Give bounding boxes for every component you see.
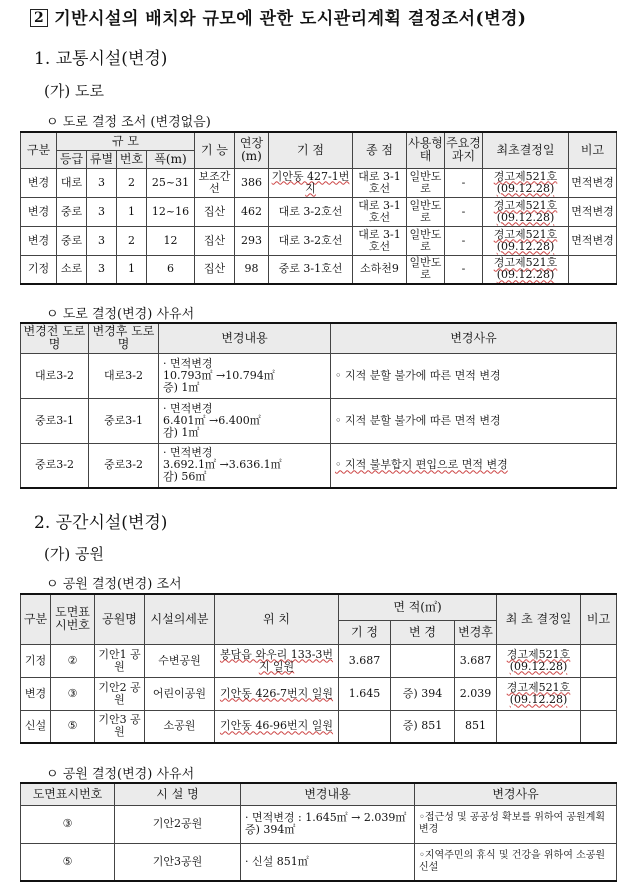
cell-reason: ◦ 지적 분할 불가에 따른 면적 변경 [331,353,617,398]
cell-first: 경고제521호 (09.12.28) [497,644,581,677]
cell-gubun: 기정 [21,644,51,677]
th-num: 번호 [117,150,147,168]
park-reason-title: ㅇ 공원 결정(변경) 사유서 [46,767,195,782]
title-text: 기반시설의 배치와 규모에 관한 도시관리계획 결정조서(변경) [54,9,527,29]
cell-a3: 2.039 [455,677,497,710]
cell-main: - [445,168,483,197]
cell-func: 보조간선 [195,168,235,197]
cell-name: 기안2 공원 [95,677,145,710]
cell-length: 386 [235,168,269,197]
cell-main: - [445,226,483,255]
cell-width: 6 [147,255,195,284]
cell-start: 기안동 427-1번지 [269,168,353,197]
road-table-title: ㅇ 도로 결정 조서 (변경없음) [46,115,211,130]
cell-type: 3 [87,197,117,226]
cell-form: 일반도로 [407,168,445,197]
cell-a1 [339,710,391,743]
cell-length: 293 [235,226,269,255]
cell-end: 대로 3-1호선 [353,197,407,226]
cell-type: 3 [87,226,117,255]
cell-form: 일반도로 [407,226,445,255]
cell-length: 462 [235,197,269,226]
cell-gubun: 변경 [21,197,57,226]
cell-reason: ◦ 지적 분할 불가에 따른 면적 변경 [331,398,617,443]
content-line: 3.692.1㎡ →3.636.1㎡ [163,458,282,472]
park-table [20,593,617,744]
cell-loc: 기안동 46-96번지 일원 [215,710,339,743]
road-table [20,131,617,285]
document-title [30,4,526,29]
table-row [21,353,617,398]
table-row [21,197,617,226]
table-row [21,843,617,881]
cell-content [159,353,331,398]
cell-first [497,710,581,743]
th-first: 최초결정일 [483,132,569,168]
cell-reason: ◦접근성 및 공공성 확보를 위하여 공원계획 변경 [415,805,617,843]
cell-code: ③ [51,677,95,710]
th-length: 연장(m) [235,132,269,168]
table-row [21,677,617,710]
cell-code: ② [51,644,95,677]
th-a2: 변 경 [391,620,455,644]
th-grade: 등급 [57,150,87,168]
road-reason-title: ㅇ 도로 결정(변경) 사유서 [46,307,195,322]
cell-name: 기안3 공원 [95,710,145,743]
cell-content [159,443,331,488]
th-content: 변경내용 [159,323,331,353]
park-table-title: ㅇ 공원 결정(변경) 조서 [46,577,182,592]
section2-heading: 2. 공간시설(변경) [34,513,168,533]
cell-first: 경고제521호 (09.12.28) [483,255,569,284]
th-gubun: 구분 [21,132,57,168]
cell-before: 대로3-2 [21,353,89,398]
title-box-number: 2 [30,9,48,27]
cell-a1: 1.645 [339,677,391,710]
cell-start: 중로 3-1호선 [269,255,353,284]
table-row [21,644,617,677]
cell-reason: ◦지역주민의 휴식 및 건강을 위하여 소공원 신설 [415,843,617,881]
cell-first: 경고제521호 (09.12.28) [497,677,581,710]
content-line: 감) 1㎡ [163,425,200,439]
cell-facility: 수변공원 [145,644,215,677]
cell-content [241,843,415,881]
cell-length: 98 [235,255,269,284]
table-row [21,255,617,284]
cell-loc: 봉담읍 와우리 133-3번지 일원 [215,644,339,677]
content-line: · 신설 851㎡ [245,854,309,868]
content-line: · 면적변경 [163,446,213,460]
th-width: 폭(m) [147,150,195,168]
content-line: 증) 1㎡ [163,380,200,394]
cell-note: 면적변경 [569,168,617,197]
cell-before: 중로3-1 [21,398,89,443]
cell-code: ⑤ [51,710,95,743]
section1-heading: 1. 교통시설(변경) [34,49,168,69]
cell-a2 [391,644,455,677]
section2-sub: (가) 공원 [44,545,104,563]
th-scale: 규 모 [57,132,195,150]
cell-grade: 대로 [57,168,87,197]
cell-after: 중로3-2 [89,443,159,488]
th-loc: 위 치 [215,594,339,644]
cell-grade: 중로 [57,226,87,255]
cell-func: 집산 [195,255,235,284]
cell-note [581,677,617,710]
th-a1: 기 정 [339,620,391,644]
th-note: 비고 [581,594,617,644]
cell-note [581,710,617,743]
cell-start: 대로 3-2호선 [269,197,353,226]
table-row [21,443,617,488]
th-note: 비고 [569,132,617,168]
cell-content [159,398,331,443]
cell-grade: 소로 [57,255,87,284]
cell-note: 면적변경 [569,197,617,226]
cell-end: 대로 3-1호선 [353,168,407,197]
th-form: 사용형태 [407,132,445,168]
cell-width: 12~16 [147,197,195,226]
cell-a2: 증) 851 [391,710,455,743]
th-start: 기 점 [269,132,353,168]
content-line: · 면적변경 [163,356,213,370]
cell-a3: 3.687 [455,644,497,677]
cell-width: 12 [147,226,195,255]
cell-a1: 3.687 [339,644,391,677]
cell-form: 일반도로 [407,255,445,284]
cell-loc: 기안동 426-7번지 일원 [215,677,339,710]
cell-num: 1 [117,197,147,226]
th-area: 면 적(㎡) [339,594,497,620]
cell-func: 집산 [195,197,235,226]
content-line: · 면적변경 : 1.645㎡ → 2.039㎡ [245,811,407,824]
cell-reason: ◦ 지적 불부합지 편입으로 면적 변경 [331,443,617,488]
cell-first: 경고제521호 (09.12.28) [483,168,569,197]
cell-note: 면적변경 [569,226,617,255]
th-gubun: 구분 [21,594,51,644]
cell-type: 3 [87,168,117,197]
cell-note [581,644,617,677]
cell-facility: 기안3공원 [115,843,241,881]
cell-gubun: 신설 [21,710,51,743]
section1-sub: (가) 도로 [44,82,104,100]
th-type: 류별 [87,150,117,168]
cell-a3: 851 [455,710,497,743]
cell-gubun: 변경 [21,677,51,710]
cell-start: 대로 3-2호선 [269,226,353,255]
th-code: 도면표시번호 [21,783,115,805]
cell-end: 대로 3-1호선 [353,226,407,255]
th-first: 최 초 결정일 [497,594,581,644]
cell-num: 2 [117,226,147,255]
th-end: 종 점 [353,132,407,168]
th-name: 공원명 [95,594,145,644]
cell-num: 1 [117,255,147,284]
table-row [21,710,617,743]
content-line: 6.401㎡ →6.400㎡ [163,413,261,427]
th-reason: 변경사유 [415,783,617,805]
cell-after: 대로3-2 [89,353,159,398]
cell-first: 경고제521호 (09.12.28) [483,226,569,255]
cell-code: ⑤ [21,843,115,881]
cell-num: 2 [117,168,147,197]
cell-first: 경고제521호 (09.12.28) [483,197,569,226]
cell-main: - [445,255,483,284]
cell-facility: 기안2공원 [115,805,241,843]
th-reason: 변경사유 [331,323,617,353]
cell-end: 소하천9 [353,255,407,284]
cell-func: 집산 [195,226,235,255]
cell-width: 25~31 [147,168,195,197]
cell-before: 중로3-2 [21,443,89,488]
th-main: 주요경과지 [445,132,483,168]
table-row [21,805,617,843]
th-facility: 시설의세분 [145,594,215,644]
th-a3: 변경후 [455,620,497,644]
table-row [21,398,617,443]
table-row [21,226,617,255]
th-code: 도면표시번호 [51,594,95,644]
th-facility: 시 설 명 [115,783,241,805]
th-content: 변경내용 [241,783,415,805]
content-line: 감) 56㎡ [163,470,207,484]
cell-main: - [445,197,483,226]
park-reason-table [20,782,617,882]
cell-gubun: 변경 [21,168,57,197]
cell-type: 3 [87,255,117,284]
th-before: 변경전 도로명 [21,323,89,353]
cell-note [569,255,617,284]
content-line: 10.793㎡ →10.794㎡ [163,368,275,382]
cell-facility: 소공원 [145,710,215,743]
cell-a2: 증) 394 [391,677,455,710]
content-line: · 면적변경 [163,401,213,415]
cell-gubun: 변경 [21,226,57,255]
cell-gubun: 기정 [21,255,57,284]
road-reason-table [20,322,617,489]
cell-code: ③ [21,805,115,843]
th-func: 기 능 [195,132,235,168]
table-row [21,168,617,197]
cell-name: 기안1 공원 [95,644,145,677]
cell-grade: 중로 [57,197,87,226]
cell-content [241,805,415,843]
th-after: 변경후 도로명 [89,323,159,353]
cell-form: 일반도로 [407,197,445,226]
content-line: 증) 394㎡ [245,823,296,836]
cell-after: 중로3-1 [89,398,159,443]
cell-facility: 어린이공원 [145,677,215,710]
